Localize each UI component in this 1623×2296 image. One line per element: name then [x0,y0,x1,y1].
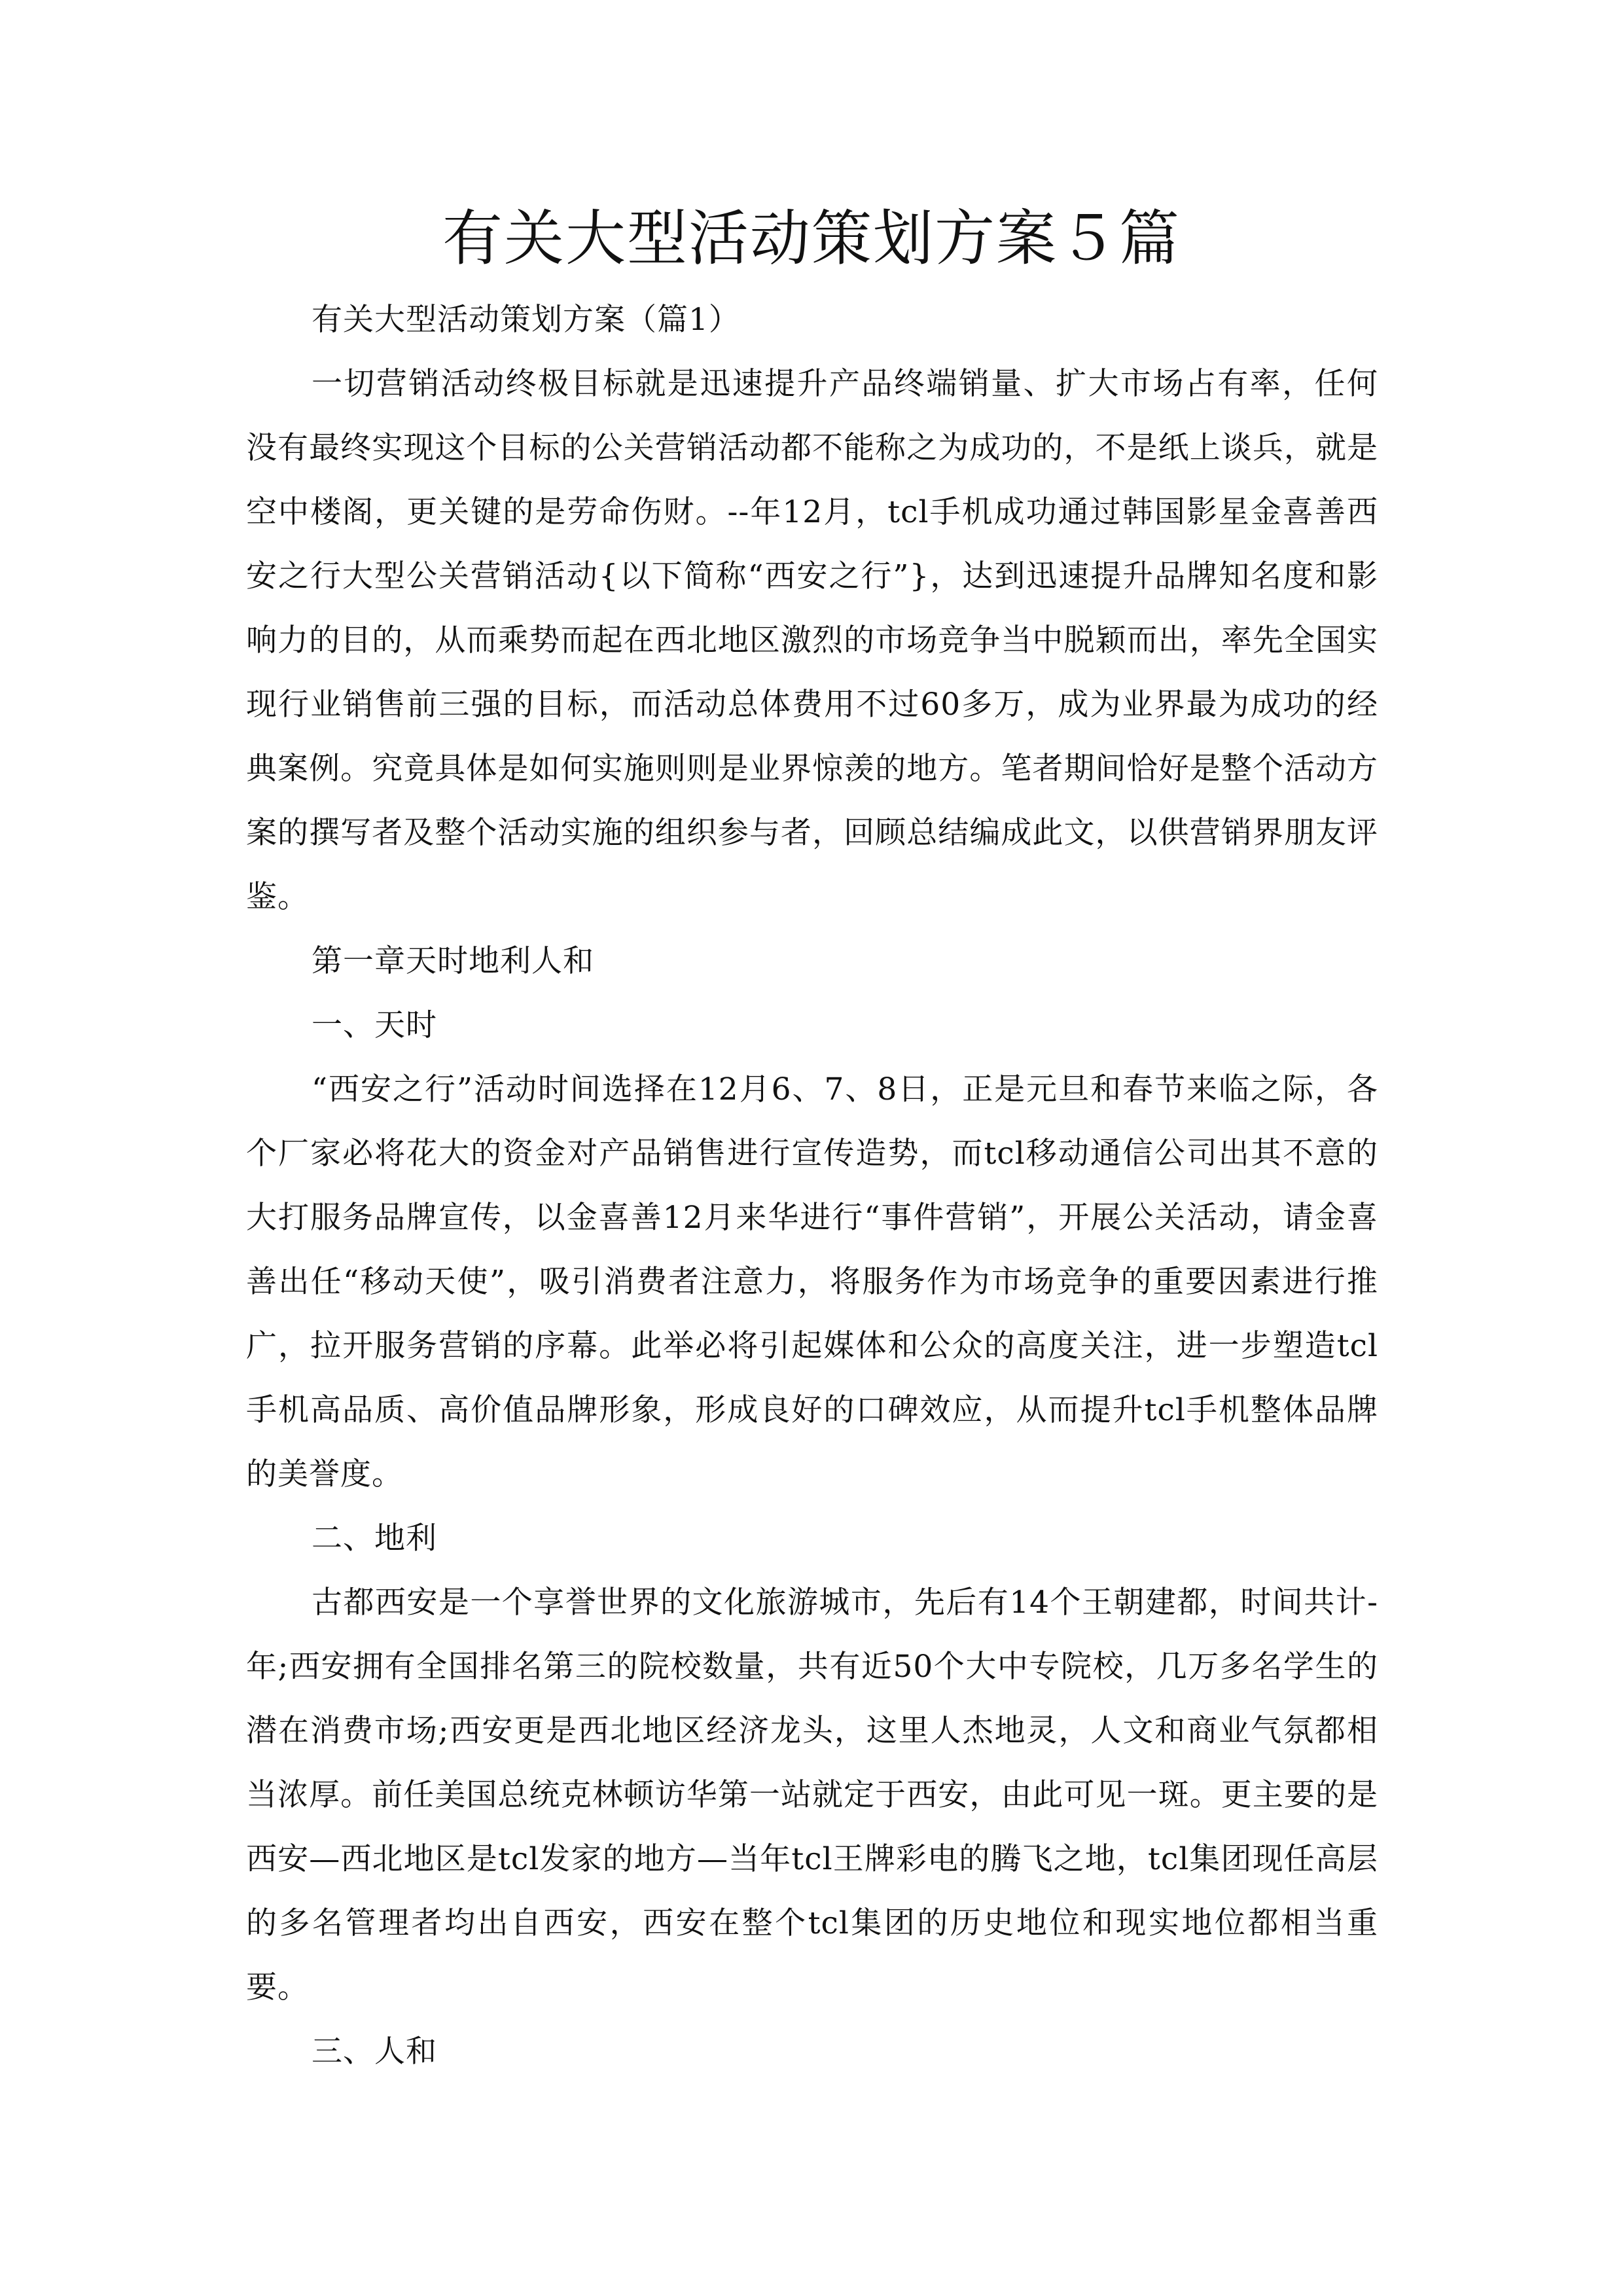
document-title: 有关大型活动策划方案５篇 [442,204,1181,274]
section-text-tianshi: “西安之行”活动时间选择在12月6、7、8日，正是元旦和春节来临之际，各个厂家必将花大的资金对产品销售进行宣传造势，而tcl移动通信公司出其不意的大打服务品牌宣传，以金喜善12月来华进行“事件营销”，开展公关活动，请金喜善出任“移动天使”，吸引消费者注意力，将服务作为市场竞争的重要因素进行推广，拉开服务营销的序幕。此举必将引起媒体和公众的高度关注，进一步塑造tcl手机高品质、高价值品牌形象，形成良好的口碑效应，从而提升tcl手机整体品牌的美誉度。 [246,1071,1378,1492]
chapter-heading: 第一章天时地利人和 [312,943,594,979]
section-heading-dili: 二、地利 [312,1520,437,1556]
section-text-dili: 古都西安是一个享誉世界的文化旅游城市，先后有14个王朝建都，时间共计-年;西安拥有全国排名第三的院校数量，共有近50个大中专院校，几万多名学生的潜在消费市场;西安更是西北地区经济龙头，这里人杰地灵，人文和商业气氛都相当浓厚。前任美国总统克林顿访华第一站就定于西安，由此可见一斑。更主要的是西安—西北地区是tcl发家的地方—当年tcl王牌彩电的腾飞之地，tcl集团现任高层的多名管理者均出自西安，西安在整个tcl集团的历史地位和现实地位都相当重要。 [246,1585,1378,2005]
section-heading-renhe: 三、人和 [312,2034,437,2070]
document-body [246,288,1378,2084]
intro-paragraph: 一切营销活动终极目标就是迅速提升产品终端销量、扩大市场占有率，任何没有最终实现这个目标的公关营销活动都不能称之为成功的，不是纸上谈兵，就是空中楼阁，更关键的是劳命伤财。--年12月，tcl手机成功通过韩国影星金喜善西安之行大型公关营销活动{以下简称“西安之行”}，达到迅速提升品牌知名度和影响力的目的，从而乘势而起在西北地区激烈的市场竞争当中脱颖而出，率先全国实现行业销售前三强的目标，而活动总体费用不过60多万，成为业界最为成功的经典案例。究竟具体是如何实施则则是业界惊羡的地方。笔者期间恰好是整个活动方案的撰写者及整个活动实施的组织参与者，回顾总结编成此文，以供营销界朋友评鉴。 [246,366,1378,915]
section-heading-tianshi: 一、天时 [312,1007,437,1043]
subtitle: 有关大型活动策划方案（篇1） [312,302,740,338]
